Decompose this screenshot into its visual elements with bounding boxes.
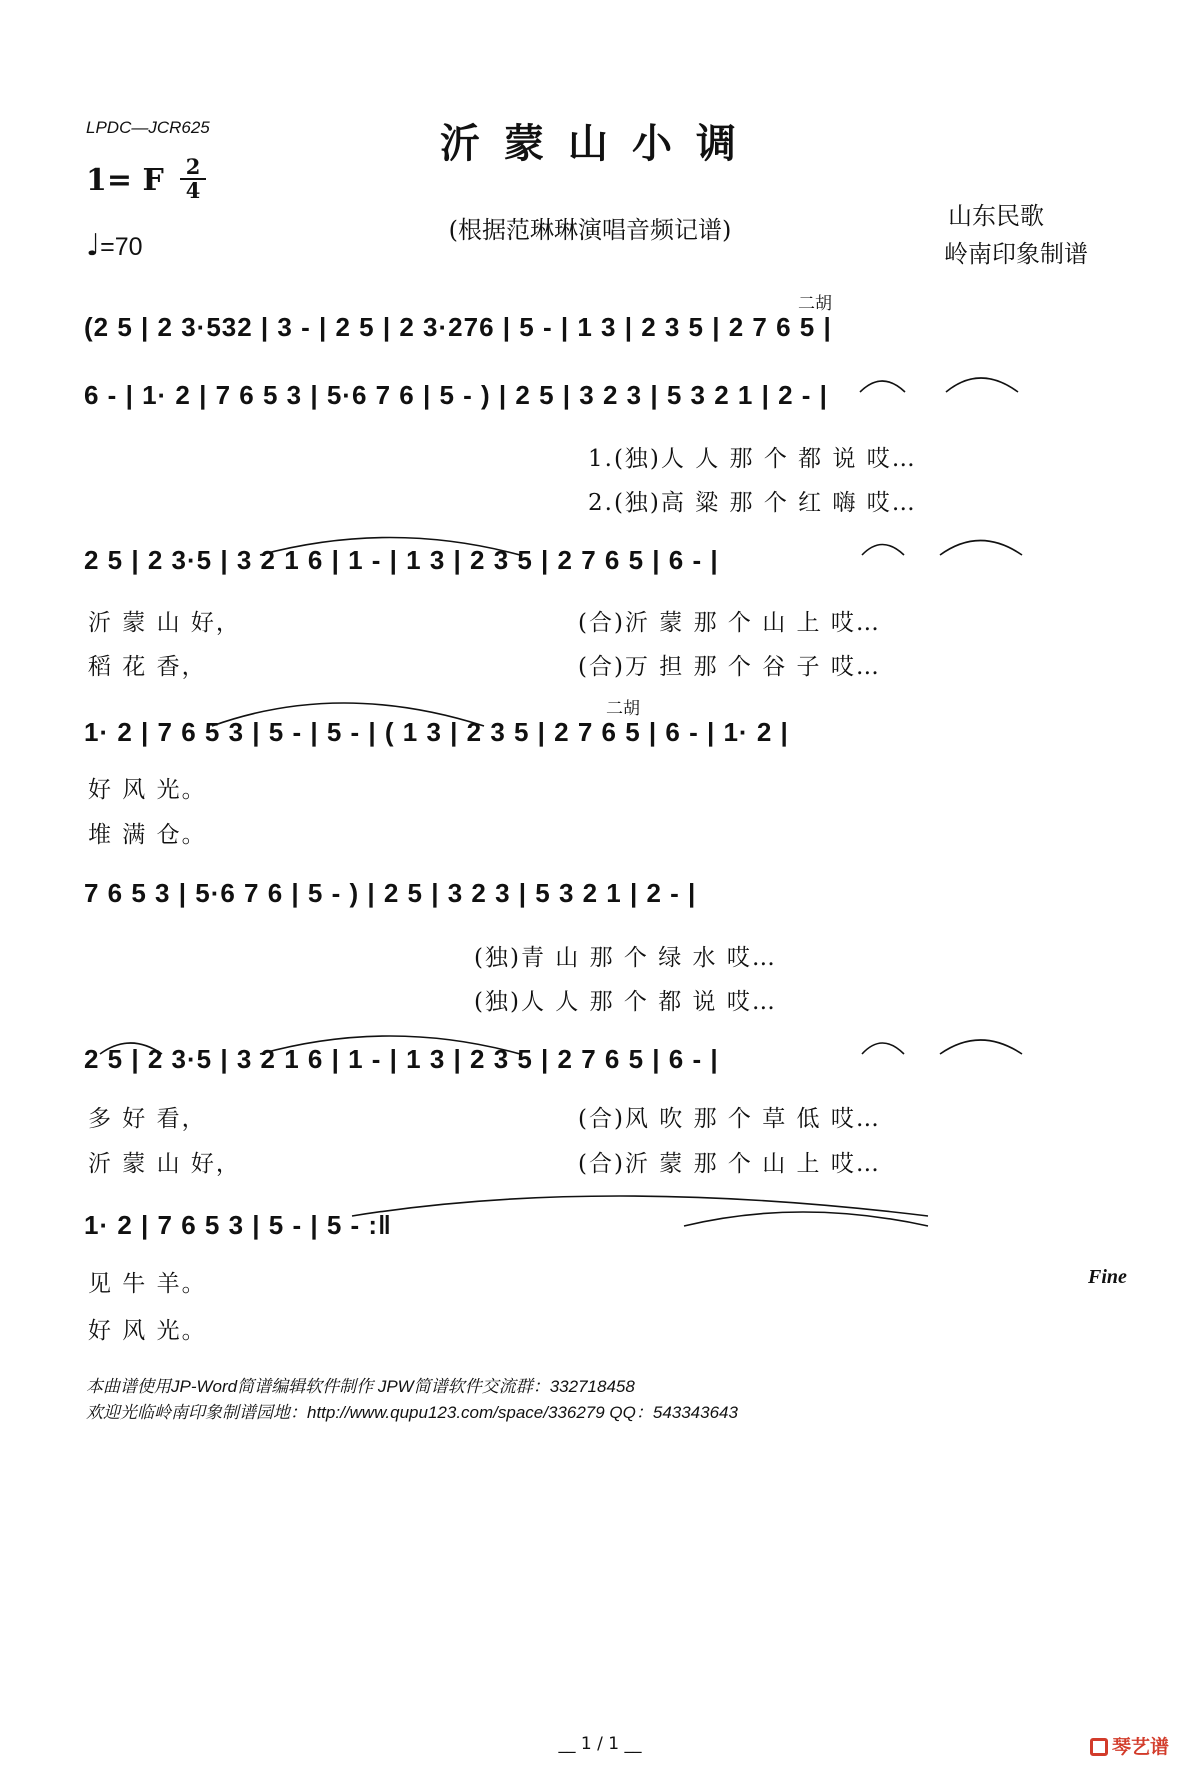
slur-arc xyxy=(862,1043,904,1054)
footer-link: 欢迎光临岭南印象制谱园地：http://www.qupu123.com/space/336279 QQ：543343643 xyxy=(86,1403,738,1422)
slur-arc xyxy=(860,381,905,392)
site-logo xyxy=(1090,1732,1169,1759)
key-signature: 1= F xyxy=(86,163,164,198)
lyric-line: 堆 满 仓。 xyxy=(88,822,207,848)
lyric-line: (独)人 人 那 个 都 说 哎… xyxy=(474,989,777,1015)
score-line-2: 6 - | 1· 2 | 7 6 5 3 | 5·6 7 6 | 5 - ) | 2 5 | 3 2 3 | 5 3 2 1 | 2 - | xyxy=(84,380,828,410)
score-line-1: (2 5 | 2 3·532 | 3 - | 2 5 | 2 3·276 | 5 - | 1 3 | 2 3 5 | 2 7 6 5 | xyxy=(84,312,832,342)
lyric-line: (合)沂 蒙 那 个 山 上 哎… xyxy=(578,610,881,636)
slur-arc xyxy=(684,1212,928,1226)
lyric-line: 好 风 光。 xyxy=(88,777,207,803)
slur-arc xyxy=(940,1040,1022,1054)
score-line-6: 2 5 | 2 3·5 | 3 2 1 6 | 1 - | 1 3 | 2 3 5 | 2 7 6 5 | 6 - | xyxy=(84,1044,719,1074)
lyric-line: 1.(独)人 人 那 个 都 说 哎… xyxy=(588,446,917,472)
lyric-line: 2.(独)高 粱 那 个 红 嗨 哎… xyxy=(588,490,917,516)
tempo-value: =70 xyxy=(100,233,143,261)
slur-arc xyxy=(100,1043,162,1054)
lyric-line: (合)风 吹 那 个 草 低 哎… xyxy=(578,1106,881,1132)
slur-arc xyxy=(940,541,1022,556)
instrument-label: 二胡 xyxy=(798,294,832,314)
quarter-note-icon: ♩ xyxy=(86,228,101,263)
lyric-line: (独)青 山 那 个 绿 水 哎… xyxy=(474,945,777,971)
logo-icon xyxy=(1090,1738,1108,1756)
lyric-line: 好 风 光。 xyxy=(88,1318,207,1344)
score-code: LPDC—JCR625 xyxy=(86,118,210,137)
slur-arc xyxy=(212,703,484,726)
page-number: __ 1 / 1 __ xyxy=(558,1734,642,1754)
page-title: 沂蒙山小调 xyxy=(440,120,760,167)
lyric-line: 沂 蒙 山 好， xyxy=(88,1151,241,1177)
score-line-7: 1· 2 | 7 6 5 3 | 5 - | 5 - :‖ xyxy=(84,1210,392,1240)
composer: 山东民歌 xyxy=(948,202,1044,230)
lyric-line: 多 好 看， xyxy=(88,1106,207,1132)
time-signature-bottom: 4 xyxy=(185,178,201,203)
score-line-4: 1· 2 | 7 6 5 3 | 5 - | 5 - | ( 1 3 | 2 3 5 | 2 7 6 5 | 6 - | 1· 2 | xyxy=(84,717,789,747)
lyric-line: (合)沂 蒙 那 个 山 上 哎… xyxy=(578,1151,881,1177)
slur-arc xyxy=(260,538,520,556)
slur-arc xyxy=(946,378,1018,392)
arranger: 岭南印象制谱 xyxy=(944,240,1088,268)
lyric-line: 沂 蒙 山 好， xyxy=(88,610,241,636)
instrument-label: 二胡 xyxy=(606,699,640,719)
score-line-3: 2 5 | 2 3·5 | 3 2 1 6 | 1 - | 1 3 | 2 3 5 | 2 7 6 5 | 6 - | xyxy=(84,545,719,575)
lyric-line: (合)万 担 那 个 谷 子 哎… xyxy=(578,654,881,680)
lyric-line: 稻 花 香， xyxy=(88,654,207,680)
subtitle: (根据范琳琳演唱音频记谱) xyxy=(448,216,732,244)
slur-arc xyxy=(260,1036,520,1054)
logo-text: 琴艺谱 xyxy=(1112,1736,1170,1758)
footer-credit: 本曲谱使用JP-Word简谱编辑软件制作 JPW简谱软件交流群：332718458 xyxy=(86,1377,635,1396)
fine-marking: Fine xyxy=(1088,1266,1127,1288)
slur-arc xyxy=(862,545,904,556)
lyric-line: 见 牛 羊。 xyxy=(88,1271,207,1297)
time-signature-top: 2 xyxy=(180,156,206,180)
score-line-5: 7 6 5 3 | 5·6 7 6 | 5 - ) | 2 5 | 3 2 3 | 5 3 2 1 | 2 - | xyxy=(84,878,697,908)
